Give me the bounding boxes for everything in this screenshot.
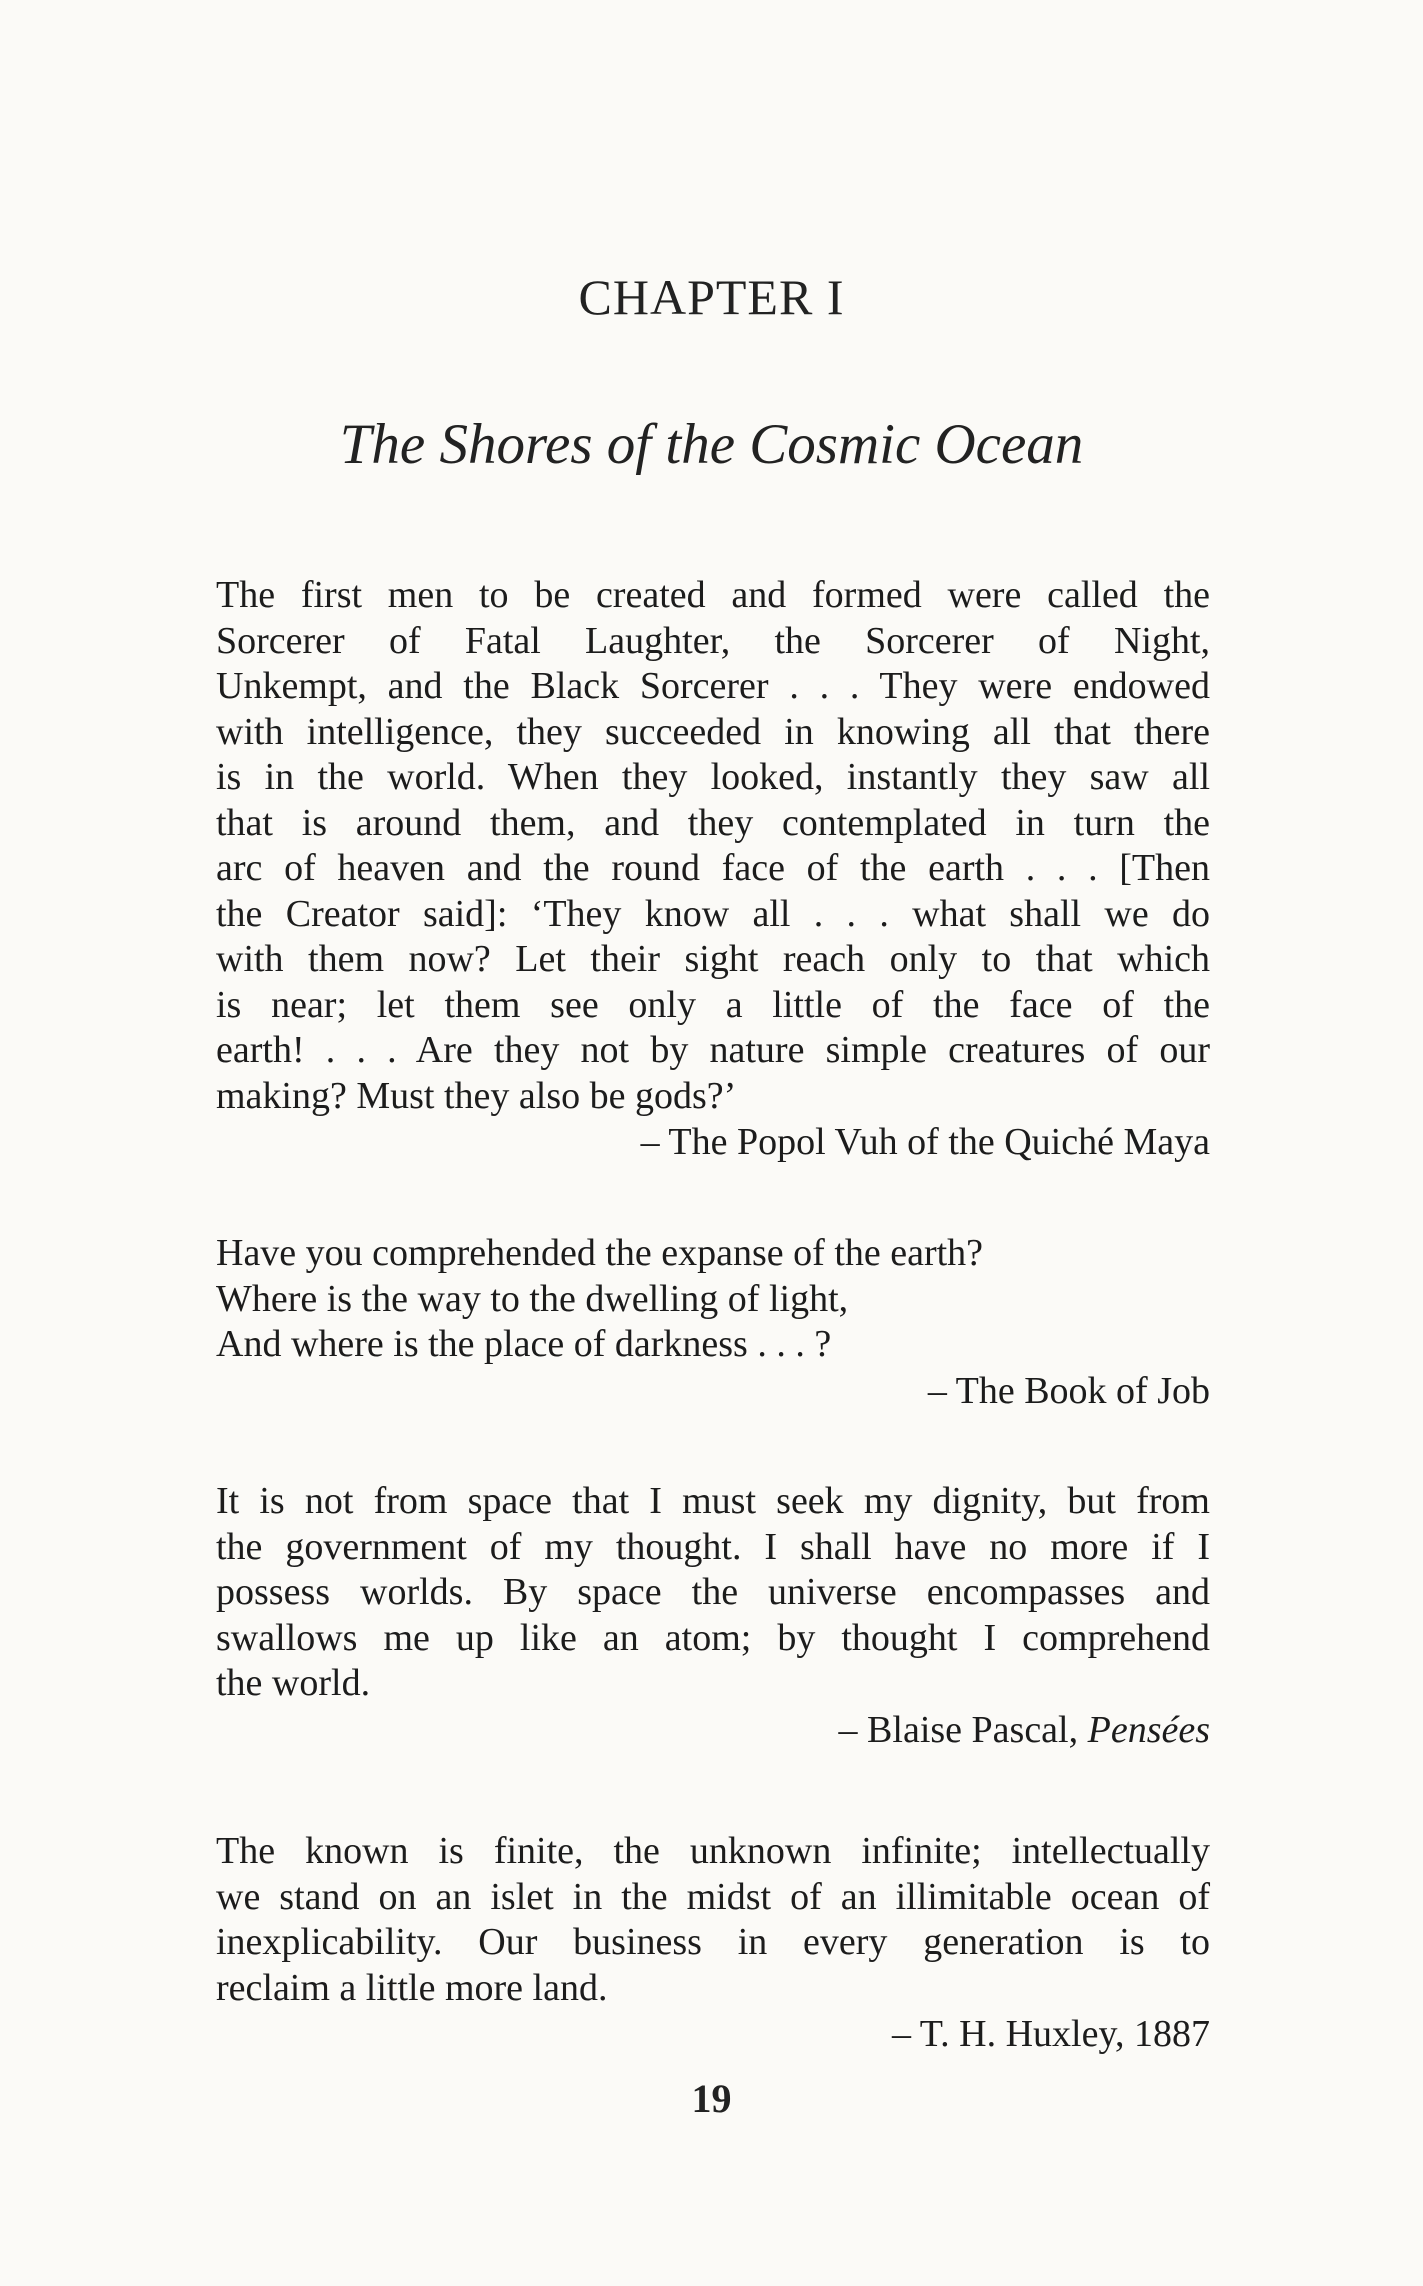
epigraph-pascal	[216, 1479, 1210, 1753]
epigraph-line: reclaim a little more land.	[216, 1966, 608, 2009]
chapter-title: The Shores of the Cosmic Ocean	[339, 413, 1084, 476]
epigraph-attribution: – T. H. Huxley, 1887	[891, 2013, 1210, 2055]
attribution-author: – Blaise Pascal,	[838, 1708, 1079, 1751]
epigraph-line: Sorcerer of Fatal Laughter, the Sorcerer of Night,	[216, 619, 1210, 662]
epigraph-book-of-job	[216, 1231, 1210, 1414]
epigraph-attribution: – The Popol Vuh of the Quiché Maya	[640, 1121, 1210, 1163]
epigraph-line: is near; let them see only a little of the face of the	[216, 983, 1210, 1026]
epigraph-line: with intelligence, they succeeded in knowing all that there	[216, 710, 1210, 753]
epigraph-line: Have you comprehended the expanse of the earth?	[216, 1232, 984, 1274]
epigraph-line: earth! . . . Are they not by nature simple creatures of our	[216, 1029, 1210, 1071]
epigraph-line: making? Must they also be gods?’	[216, 1074, 737, 1117]
epigraph-line: The first men to be created and formed were called the	[216, 574, 1210, 616]
epigraph-line: inexplicability. Our business in every generation is to	[216, 1921, 1210, 1963]
epigraph-line: The known is finite, the unknown infinite; intellectually	[216, 1830, 1210, 1872]
epigraph-line: arc of heaven and the round face of the earth . . . [Then	[216, 847, 1210, 889]
epigraph-line: possess worlds. By space the universe encompasses and	[216, 1571, 1210, 1613]
epigraph-line: the government of my thought. I shall have no more if I	[216, 1525, 1210, 1568]
epigraph-line: the Creator said]: ‘They know all . . . what shall we do	[216, 892, 1210, 935]
epigraph-attribution	[216, 1708, 1210, 1754]
epigraph-line: Where is the way to the dwelling of light,	[216, 1277, 849, 1320]
epigraph-line: we stand on an islet in the midst of an illimitable ocean of	[216, 1875, 1210, 1918]
page-number: 19	[691, 2076, 732, 2121]
epigraph-attribution: – The Book of Job	[927, 1369, 1210, 1412]
epigraph-line: the world.	[216, 1662, 371, 1704]
epigraph-line: that is around them, and they contemplated in turn the	[216, 801, 1210, 844]
epigraph-line: is in the world. When they looked, instantly they saw all	[216, 756, 1210, 798]
epigraph-line: Unkempt, and the Black Sorcerer . . . They were endowed	[216, 665, 1210, 707]
epigraph-line: And where is the place of darkness . . . ?	[216, 1323, 832, 1365]
chapter-heading: CHAPTER I	[578, 269, 845, 325]
epigraph-huxley	[216, 1829, 1210, 2058]
attribution-work: Pensées	[1087, 1708, 1210, 1751]
epigraph-line: with them now? Let their sight reach only to that which	[216, 938, 1210, 980]
epigraph-popol-vuh	[216, 573, 1210, 1166]
epigraph-line: swallows me up like an atom; by thought I comprehend	[216, 1616, 1210, 1659]
epigraph-line: It is not from space that I must seek my dignity, but from	[216, 1480, 1210, 1522]
